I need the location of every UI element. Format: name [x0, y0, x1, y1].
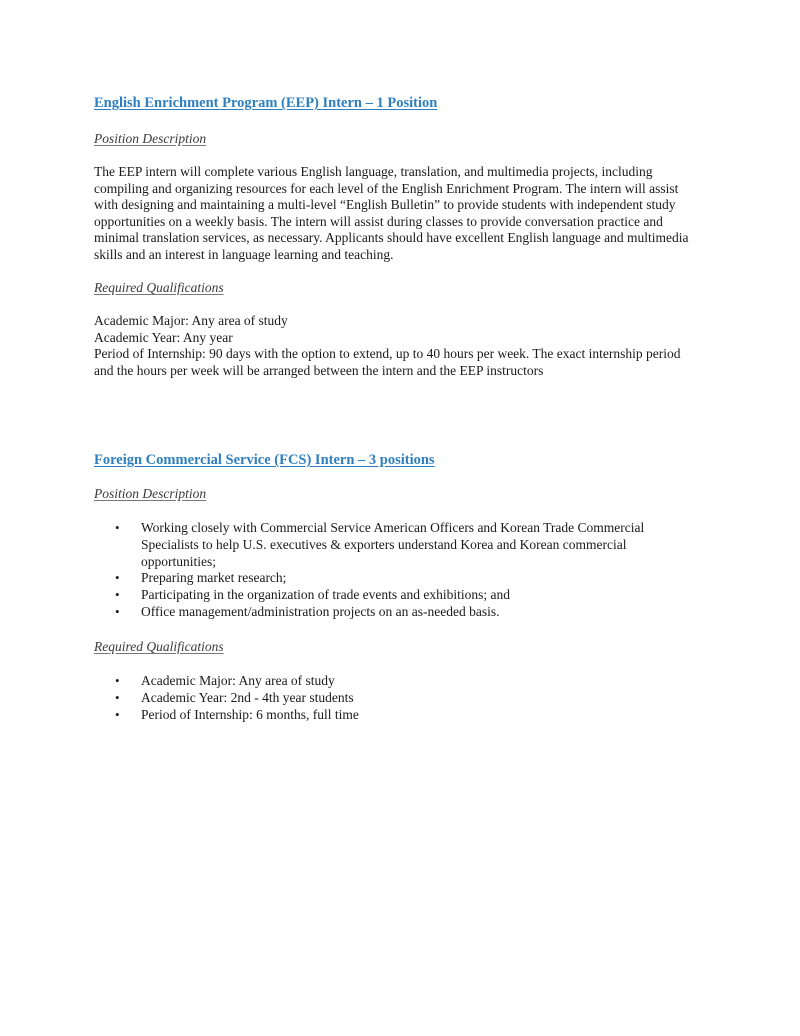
eep-required-qualifications-label: Required Qualifications: [94, 280, 224, 295]
eep-description-paragraph: The EEP intern will complete various English language, translation, and multimedia projects, including compiling and organizing resources for each level of the English Enrichment Program. The intern will assist with designing and maintaining a multi-level “English Bulletin” to provide students with independent study opportunities on a weekly basis. The intern will assist during classes to provide conversation practice and minimal translation services, as necessary. Applicants should have excellent English language and multimedia skills and an interest in language learning and teaching.: [94, 164, 689, 262]
list-item: [94, 587, 694, 604]
fcs-qualification-text: Academic Major: Any area of study: [141, 673, 335, 688]
bullet-icon: •: [115, 603, 120, 619]
fcs-qualification-text: Period of Internship: 6 months, full time: [141, 706, 359, 722]
list-item: [94, 570, 694, 587]
eep-qualification-major: Academic Major: Any area of study: [94, 313, 288, 328]
bullet-icon: •: [115, 587, 120, 603]
fcs-qualifications-list: [94, 673, 694, 723]
fcs-required-qualifications-label: Required Qualifications: [94, 639, 224, 654]
list-item: [94, 707, 694, 724]
list-item: [94, 604, 694, 621]
list-item: [94, 690, 694, 707]
fcs-qualification-text: Academic Year: 2nd - 4th year students: [141, 689, 354, 705]
eep-qualification-year: Academic Year: Any year: [94, 329, 233, 345]
fcs-intern-heading: Foreign Commercial Service (FCS) Intern – 3 positions: [94, 452, 435, 468]
fcs-position-description-label: Position Description: [94, 486, 207, 501]
bullet-icon: •: [115, 520, 120, 535]
fcs-duty-text: Office management/administration projects on an as-needed basis.: [141, 603, 500, 619]
fcs-duty-text: Working closely with Commercial Service American Officers and Korean Trade Commercial Specialists to help U.S. executives & exporters understand Korea and Korean commercial opportunities;: [141, 520, 645, 569]
bullet-icon: •: [115, 689, 120, 705]
list-item: [94, 520, 694, 570]
list-item: [94, 673, 694, 690]
fcs-duty-text: Participating in the organization of trade events and exhibitions; and: [141, 587, 511, 603]
bullet-icon: •: [115, 706, 120, 722]
fcs-duty-text: Preparing market research;: [141, 570, 287, 586]
fcs-duties-list: [94, 520, 694, 621]
bullet-icon: •: [115, 570, 120, 586]
bullet-icon: •: [115, 673, 120, 688]
eep-position-description-label: Position Description: [94, 131, 207, 146]
eep-intern-heading: English Enrichment Program (EEP) Intern – 1 Position: [94, 95, 438, 111]
eep-qualification-period: Period of Internship: 90 days with the option to extend, up to 40 hours per week. The exact internship period and the hours per week will be arranged between the intern and the EEP instructors: [94, 346, 681, 378]
